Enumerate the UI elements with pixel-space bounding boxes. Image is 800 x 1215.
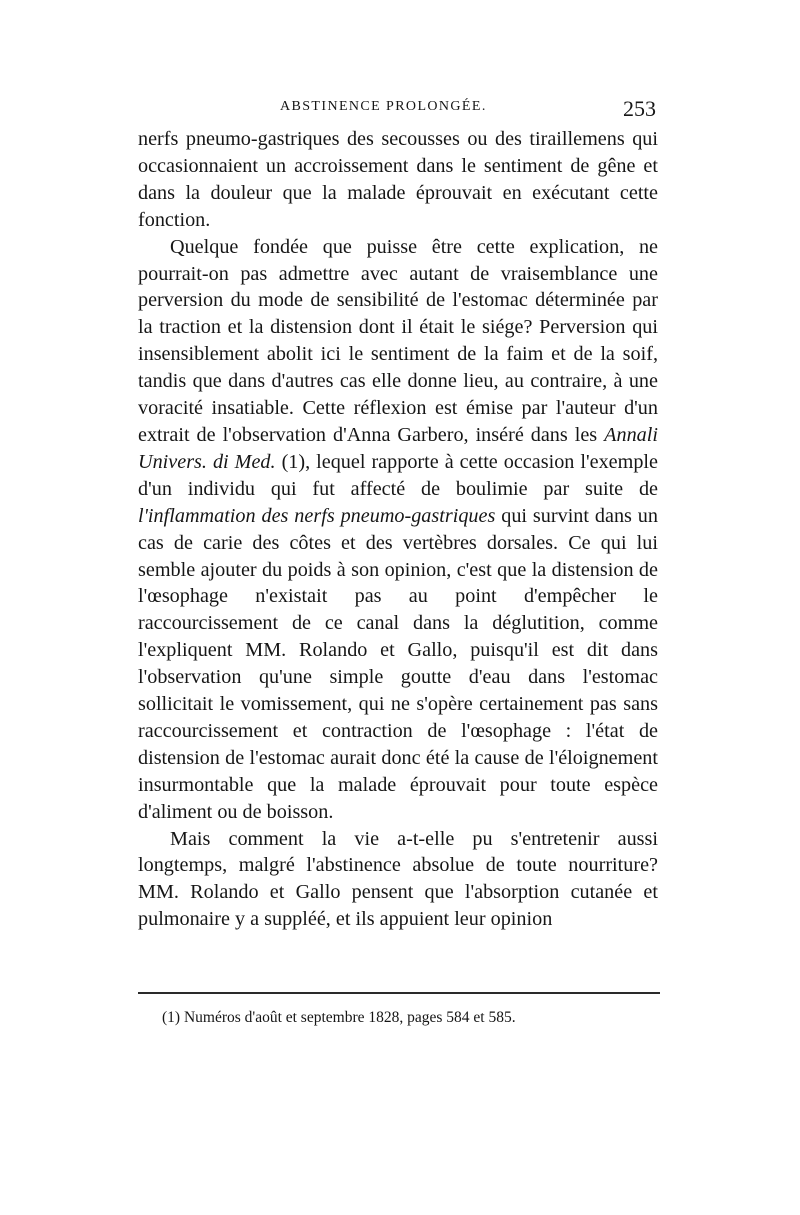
body-text	[138, 126, 658, 933]
paragraph-1	[138, 126, 658, 234]
footnote-rule	[138, 992, 660, 994]
italic-phrase: l'inflammation des nerfs pneumo-gastriques	[138, 504, 496, 527]
page-header	[138, 96, 658, 120]
paragraph-2	[138, 234, 658, 826]
paragraph-text: (1), lequel rapporte à cette occasion l'exemple d'un individu qui fut affecté de boulimie par suite de	[138, 450, 658, 500]
running-title: ABSTINENCE PROLONGÉE.	[280, 99, 487, 114]
paragraph-3	[138, 826, 658, 934]
footnote: (1) Numéros d'août et septembre 1828, pages 584 et 585.	[162, 1009, 516, 1026]
journal-title: Annali Univers. di Med.	[138, 423, 658, 473]
page-number: 253	[623, 96, 656, 121]
paragraph-text: Mais comment la vie a-t-elle pu s'entretenir aussi longtemps, malgré l'abstinence absolue de toute nourriture? MM. Rolando et Gallo pensent que l'absorption cutanée et pulmonaire y a suppléé, et ils appuient leur opinion	[138, 827, 658, 931]
paragraph-text: qui survint dans un cas de carie des côtes et des vertèbres dorsales. Ce qui lui semble ajouter du poids à son opinion, c'est que la distension de l'œsophage n'existait pas au point d'empêcher le raccourcissement de ce canal dans la déglutition, comme l'expliquent MM. Rolando et Gallo, puisqu'il est dit dans l'observation qu'une simple goutte d'eau dans l'estomac sollicitait le vomissement, qui ne s'opère certainement pas sans raccourcissement et contraction de l'œsophage : l'état de distension de l'estomac aurait donc été la cause de l'éloignement insurmontable que la malade éprouvait pour toute espèce d'aliment ou de boisson.	[138, 504, 658, 823]
paragraph-text: nerfs pneumo-gastriques des secousses ou des tiraillemens qui occasionnaient un accroissement dans le sentiment de gêne et dans la douleur que la malade éprouvait en exécutant cette fonction.	[138, 128, 658, 231]
paragraph-text: Quelque fondée que puisse être cette explication, ne pourrait-on pas admettre avec autant de vraisemblance une perversion du mode de sensibilité de l'estomac déterminée par la traction et la distension dont il était le siége? Perversion qui insensiblement abolit ici le sentiment de la faim et de la soif, tandis que dans d'autres cas elle donne lieu, au contraire, à une voracité insatiable. Cette réflexion est émise par l'auteur d'un extrait de l'observation d'Anna Garbero, inséré dans les	[138, 235, 658, 446]
